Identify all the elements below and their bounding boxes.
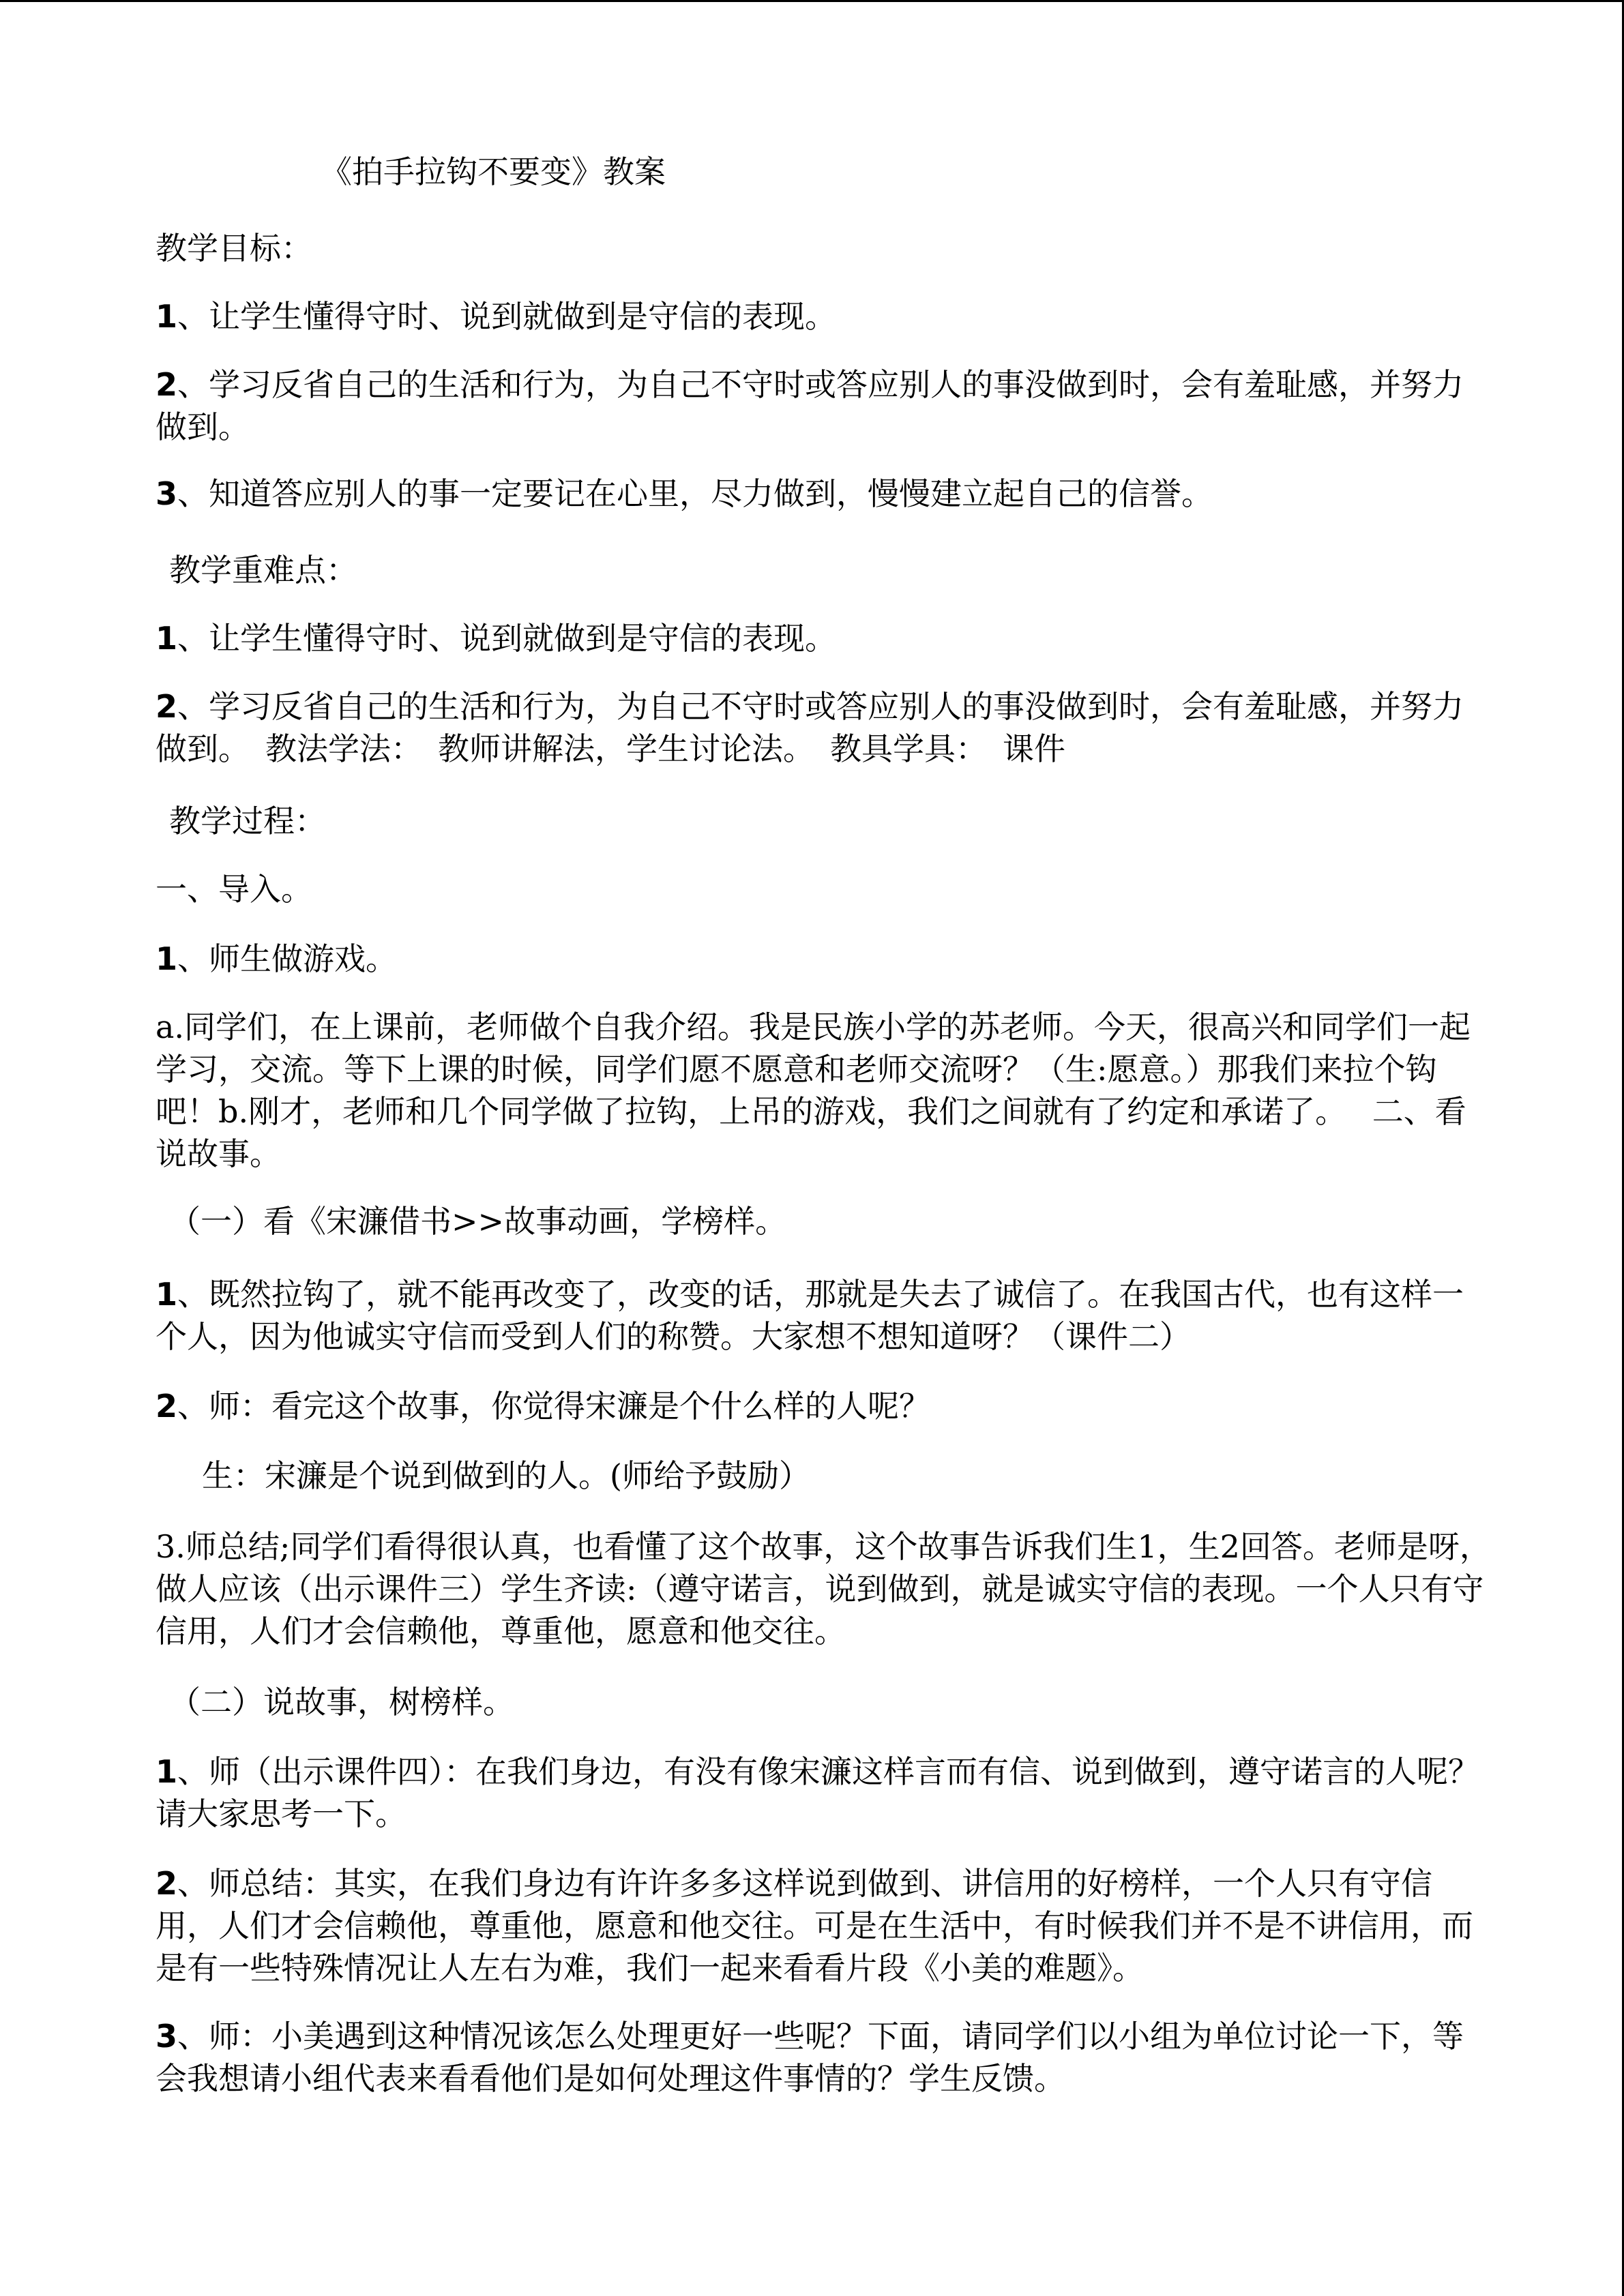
student-answer: 生：宋濂是个说到做到的人。(师给予鼓励） — [202, 1457, 810, 1494]
step-item: 1、师（出示课件四）：在我们身边，有没有像宋濂这样言而有信、说到做到，遵守诺言的人呢？请大家思考一下。 — [156, 1753, 1480, 1832]
step-item: 1、既然拉钩了，就不能再改变了，改变的话，那就是失去了诚信了。在我国古代，也有这样一个人，因为他诚实守信而受到人们的称赞。大家想不想知道呀？（课件二） — [156, 1276, 1464, 1355]
intro-paragraph: a.同学们，在上课前，老师做个自我介绍。我是民族小学的苏老师。今天，很高兴和同学们一起学习，交流。等下上课的时候，同学们愿不愿意和老师交流呀？（生:愿意。）那我们来拉个钩吧！b.刚才，老师和几个同学做了拉钩，上吊的游戏，我们之间就有了约定和承诺了。 二、看说故事。 — [156, 1009, 1471, 1172]
key-point-item: 2、学习反省自己的生活和行为，为自己不守时或答应别人的事没做到时，会有羞耻感，并努力做到。 教法学法： 教师讲解法，学生讨论法。 教具学具： 课件 — [156, 688, 1464, 767]
step-item: 2、师：看完这个故事，你觉得宋濂是个什么样的人呢？ — [156, 1388, 931, 1425]
document-title: 《拍手拉钩不要变》教案 — [321, 153, 666, 190]
goal-item: 3、知道答应别人的事一定要记在心里，尽力做到，慢慢建立起自己的信誉。 — [156, 475, 1213, 512]
subsection-heading: （一）看《宋濂借书>>故事动画，学榜样。 — [169, 1203, 787, 1240]
goals-heading: 教学目标： — [156, 230, 312, 267]
page-border-top — [0, 0, 1624, 2]
goal-item: 1、让学生懂得守时、说到就做到是守信的表现。 — [156, 298, 837, 335]
goal-item: 2、学习反省自己的生活和行为，为自己不守时或答应别人的事没做到时，会有羞耻感，并努力做到。 — [156, 366, 1464, 445]
section-heading: 一、导入。 — [156, 871, 312, 908]
key-point-item: 1、让学生懂得守时、说到就做到是守信的表现。 — [156, 620, 837, 657]
step-item: 3、师：小美遇到这种情况该怎么处理更好一些呢？下面，请同学们以小组为单位讨论一下，等会我想请小组代表来看看他们是如何处理这件事情的？学生反馈。 — [156, 2018, 1464, 2097]
step-item: 2、师总结：其实，在我们身边有许许多多这样说到做到、讲信用的好榜样，一个人只有守信用，人们才会信赖他，尊重他，愿意和他交往。可是在生活中，有时候我们并不是不讲信用，而是有一些特殊情况让人左右为难，我们一起来看看片段《小美的难题》。 — [156, 1865, 1473, 1986]
key-points-heading: 教学重难点： — [169, 552, 357, 588]
step-item: 3.师总结;同学们看得很认真，也看懂了这个故事，这个故事告诉我们生1，生2回答。老师是呀，做人应该（出示课件三）学生齐读:（遵守诺言，说到做到，就是诚实守信的表现。一个人只有守信用，人们才会信赖他，尊重他，愿意和他交往。 — [156, 1528, 1491, 1650]
step-item: 1、师生做游戏。 — [156, 940, 398, 977]
subsection-heading: （二）说故事，树榜样。 — [169, 1684, 514, 1720]
process-heading: 教学过程： — [169, 803, 326, 839]
